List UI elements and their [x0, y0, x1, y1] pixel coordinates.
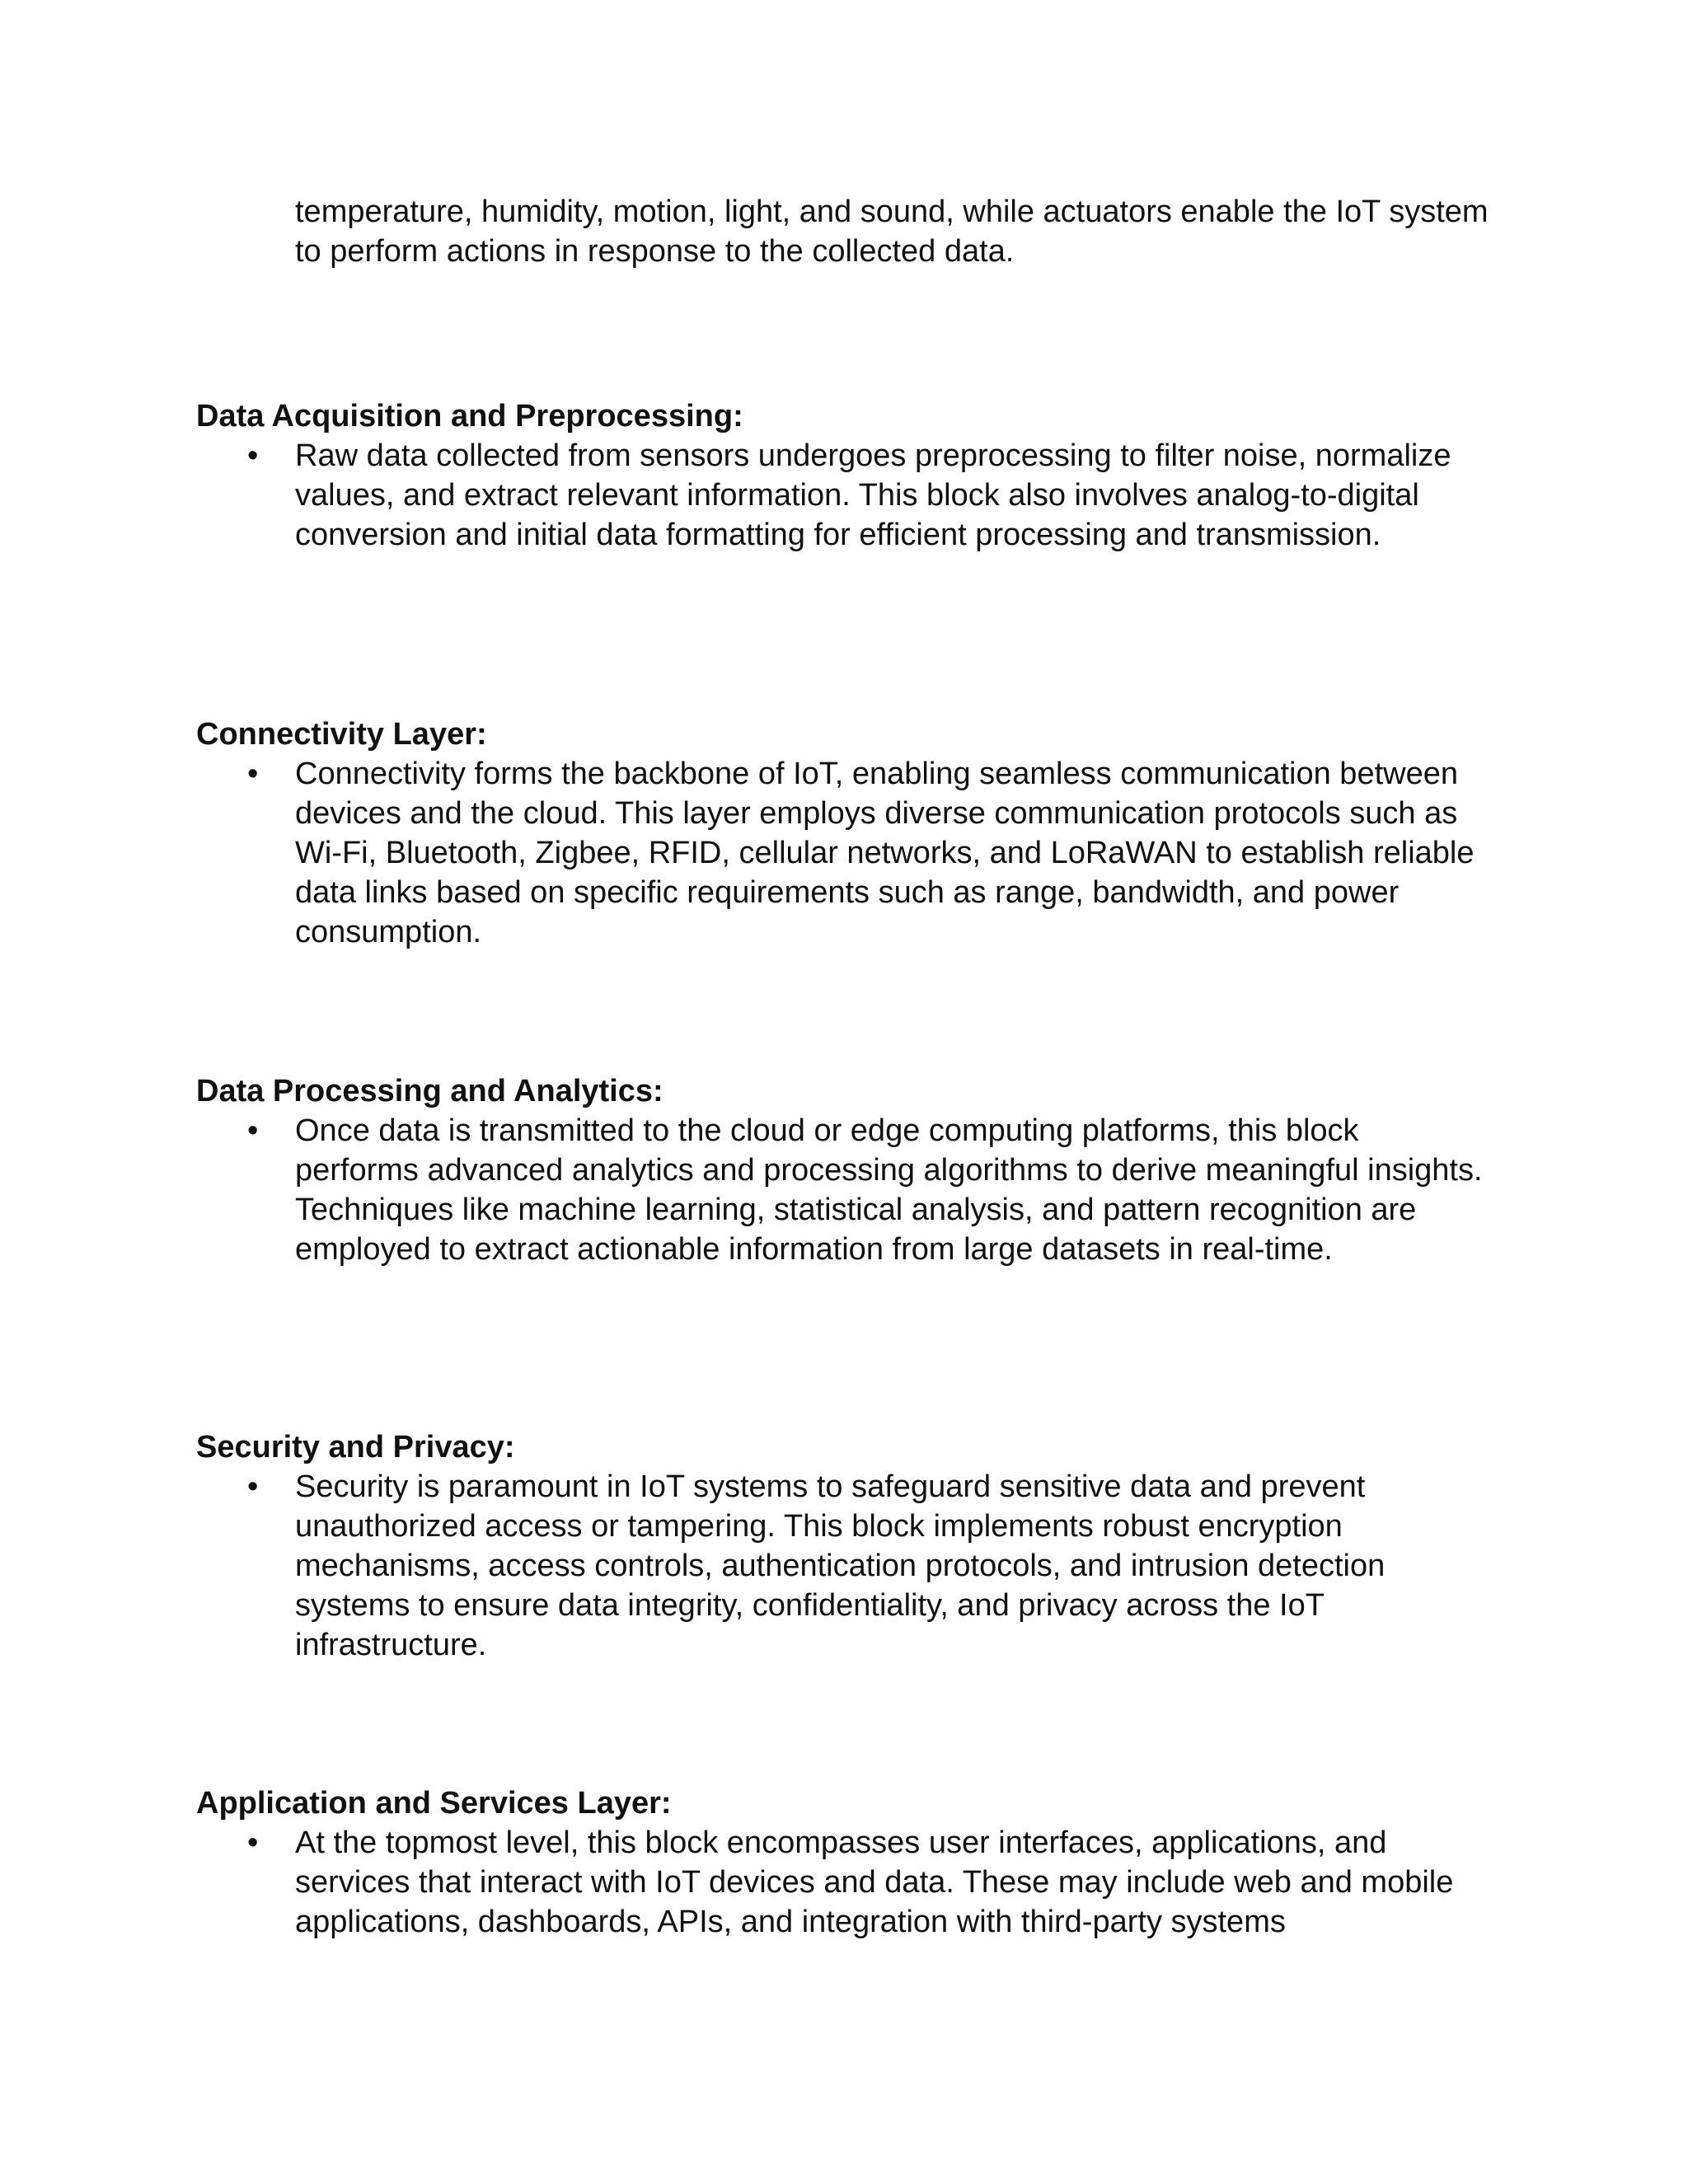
bullet-icon: • — [247, 1113, 259, 1148]
section-heading: Application and Services Layer: — [196, 1786, 672, 1821]
list-item — [196, 754, 1490, 952]
list-item — [196, 1467, 1490, 1665]
section-application-services — [196, 1783, 1515, 1942]
section-security-privacy — [196, 1427, 1515, 1665]
section-heading: Connectivity Layer: — [196, 717, 487, 752]
section-heading: Data Acquisition and Preprocessing: — [196, 399, 743, 434]
bullet-text: At the topmost level, this block encompasses user interfaces, applications, and services that interact with IoT devices and data. These may include web and mobile applications, dashboards, APIs, and integration with third-party systems — [295, 1825, 1454, 1939]
bullet-icon: • — [247, 438, 259, 473]
section-connectivity-layer — [196, 715, 1515, 952]
section-heading: Security and Privacy: — [196, 1430, 515, 1465]
bullet-text: Security is paramount in IoT systems to safeguard sensitive data and prevent unauthorized access or tampering. This block implements robust encryption mechanisms, access controls, authentication protocols, and intrusion detection systems to ensure data integrity, confidentiality, and privacy across the IoT infrastructure. — [295, 1469, 1386, 1662]
continuation-paragraph: temperature, humidity, motion, light, and sound, while actuators enable the IoT system to perform actions in response to the collected data. — [295, 194, 1489, 269]
bullet-icon: • — [247, 757, 259, 791]
list-item — [196, 1823, 1490, 1942]
bullet-text: Once data is transmitted to the cloud or edge computing platforms, this block performs advanced analytics and processing algorithms to derive meaningful insights. Techniques like machine learning, statistical analysis, and pattern recognition are employed to extract actionable information from large datasets in real-time. — [295, 1113, 1483, 1267]
bullet-text: Connectivity forms the backbone of IoT, enabling seamless communication between devices and the cloud. This layer employs diverse communication protocols such as Wi-Fi, Bluetooth, Zigbee, RFID, cellular networks, and LoRaWAN to establish reliable data links based on specific requirements such as range, bandwidth, and power consumption. — [295, 757, 1475, 949]
section-heading: Data Processing and Analytics: — [196, 1074, 663, 1108]
section-data-processing — [196, 1071, 1515, 1269]
bullet-icon: • — [247, 1825, 259, 1860]
list-item — [196, 436, 1490, 555]
section-data-acquisition — [196, 396, 1515, 555]
bullet-text: Raw data collected from sensors undergoes preprocessing to filter noise, normalize values, and extract relevant information. This block also involves analog-to-digital conversion and initial data formatting for efficient processing and transmission. — [295, 438, 1451, 552]
bullet-icon: • — [247, 1469, 259, 1504]
list-item — [196, 1111, 1490, 1269]
